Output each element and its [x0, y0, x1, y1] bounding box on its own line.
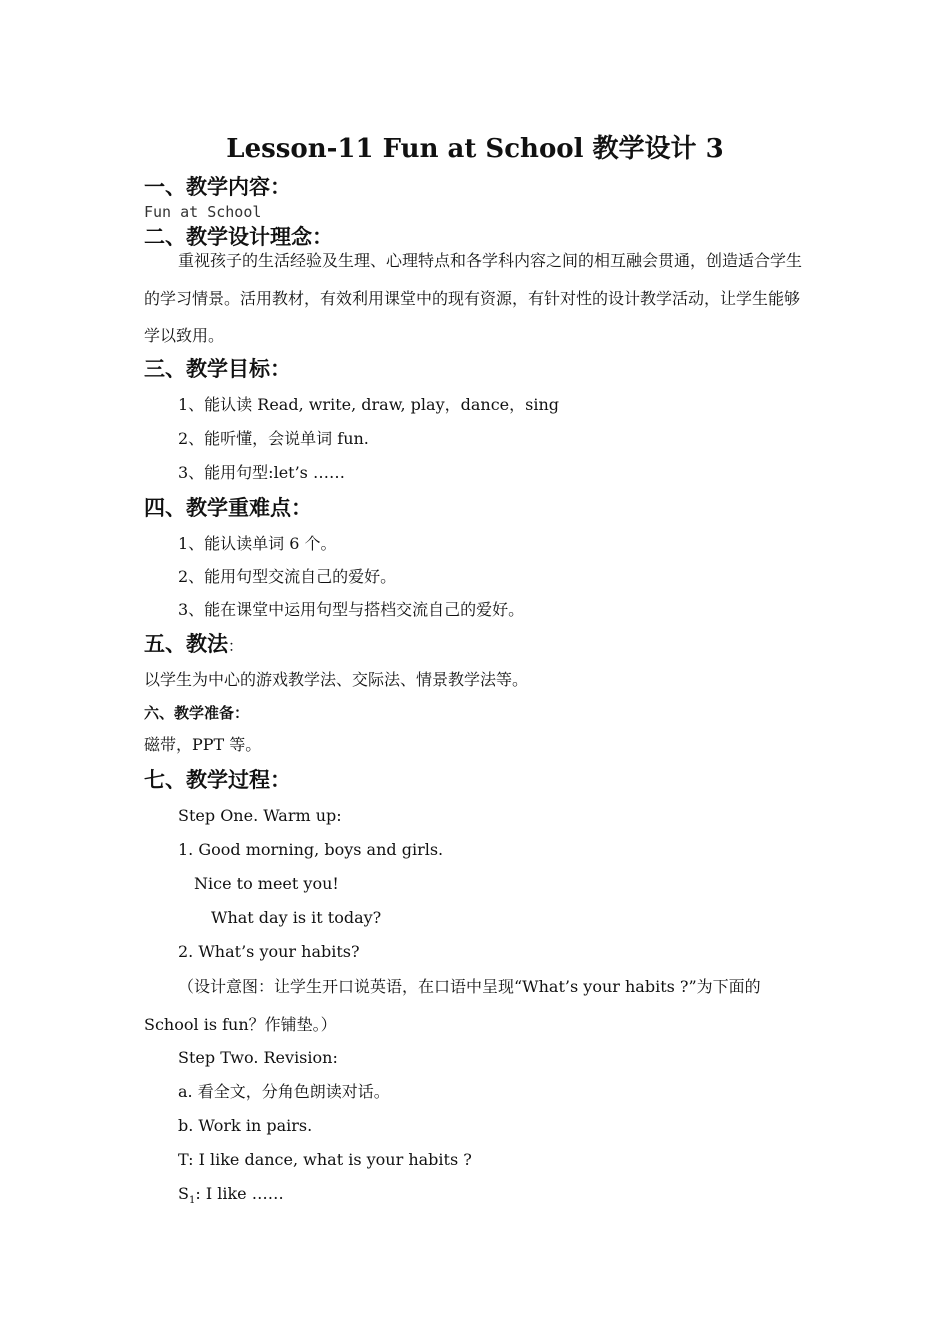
section-heading-objectives: 三、教学目标：	[144, 356, 291, 381]
key-point-item: 2、能用句型交流自己的爱好。	[178, 567, 397, 586]
objective-item: 3、能用句型:let’s ……	[178, 463, 345, 482]
content-text: Fun at School	[144, 203, 262, 221]
section-heading-key-points: 四、教学重难点：	[144, 495, 312, 520]
student-subscript: 1	[188, 1195, 196, 1207]
section-heading-preparation: 六、教学准备：	[144, 704, 250, 722]
section-heading-content: 一、教学内容：	[144, 174, 291, 199]
step-two-line: T: I like dance, what is your habits ?	[178, 1150, 472, 1169]
document-title: Lesson-11 Fun at School 教学设计 3	[226, 134, 724, 164]
step-one-line: Nice to meet you!	[194, 874, 339, 893]
objective-item: 1、能认读 Read, write, draw, play，dance，sing	[178, 395, 559, 414]
objective-item: 2、能听懂，会说单词 fun.	[178, 429, 369, 448]
methods-heading-colon: ：	[228, 637, 244, 655]
concept-paragraph: 重视孩子的生活经验及生理、心理特点和各学科内容之间的相互融会贯通，创造适合学生的学习情景。活用教材，有效利用课堂中的现有资源，有针对性的设计教学活动，让学生能够学以致用。	[144, 251, 803, 345]
step-two-line: b. Work in pairs.	[178, 1116, 313, 1135]
methods-text: 以学生为中心的游戏教学法、交际法、情景教学法等。	[144, 670, 529, 689]
step-two-line	[178, 1182, 284, 1206]
step-one-heading: Step One. Warm up:	[178, 806, 342, 825]
step-one-line: 2. What’s your habits?	[178, 942, 360, 961]
section-heading-methods	[144, 629, 243, 661]
step-two-line: a. 看全文，分角色朗读对话。	[178, 1082, 390, 1101]
student-label: S	[178, 1184, 189, 1203]
key-point-item: 3、能在课堂中运用句型与搭档交流自己的爱好。	[178, 600, 525, 619]
methods-heading-text: 五、教法	[144, 631, 228, 656]
step-one-line: What day is it today?	[211, 908, 382, 927]
key-point-item: 1、能认读单词 6 个。	[178, 534, 337, 553]
section-heading-concept: 二、教学设计理念：	[144, 224, 333, 249]
preparation-text: 磁带，PPT 等。	[144, 735, 262, 754]
student-line-text: : I like ……	[195, 1184, 284, 1203]
step-two-heading: Step Two. Revision:	[178, 1048, 338, 1067]
step-one-line: 1. Good morning, boys and girls.	[178, 840, 444, 859]
section-heading-process: 七、教学过程：	[144, 767, 291, 792]
design-note: （设计意图：让学生开口说英语，在口语中呈现“What’s your habits ?”为下面的 School is fun？作铺垫。）	[144, 977, 761, 1034]
